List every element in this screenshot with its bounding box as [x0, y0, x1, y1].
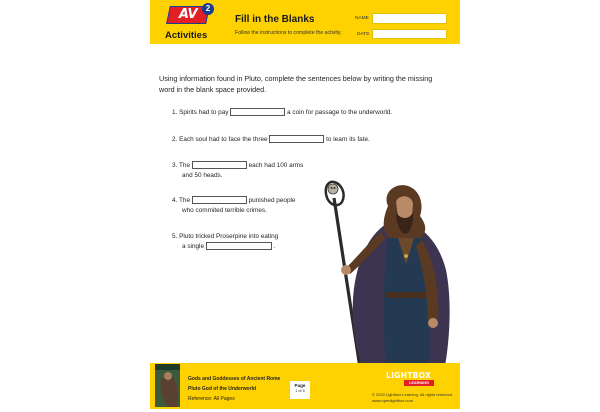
- book-title: Pluto God of the Underworld: [188, 386, 257, 392]
- question-4-line2: who commited terrible crimes.: [182, 207, 267, 214]
- question-3-before: 3. The: [172, 162, 191, 169]
- question-2-after: to learn its fate.: [326, 136, 370, 143]
- question-1-after: a coin for passage to the underworld.: [287, 109, 393, 116]
- question-5-line2-before: a single: [182, 243, 205, 250]
- question-1-before: 1. Spirits had to pay: [172, 109, 229, 116]
- question-3-blank[interactable]: [192, 161, 247, 169]
- page-label: Page: [294, 383, 306, 388]
- question-2-before: 2. Each soul had to face the three: [172, 136, 268, 143]
- page-subtitle: Follow the instructions to complete the activity.: [235, 30, 342, 36]
- series-title: Gods and Goddesses of Ancient Rome: [188, 376, 281, 382]
- question-4-after: punished people: [248, 197, 296, 204]
- reference-text: Reference: All Pages: [188, 396, 235, 402]
- question-4: [172, 196, 296, 207]
- question-5-line2-after: .: [273, 243, 276, 250]
- page-number: 1 of 5: [295, 389, 305, 393]
- question-1: [172, 108, 392, 119]
- book-cover-thumbnail: [155, 364, 180, 407]
- question-4-blank[interactable]: [192, 196, 247, 204]
- website-link[interactable]: www.openlightbox.com: [372, 398, 413, 403]
- page-indicator: [290, 381, 310, 399]
- question-1-blank[interactable]: [230, 108, 285, 116]
- lightbox-logo: [386, 371, 446, 389]
- question-3-line2: and 50 heads.: [182, 172, 223, 179]
- staff-skull: [328, 184, 338, 194]
- page-footer: [150, 363, 460, 409]
- copyright-text: © 2022 Lightbox Learning. All rights reserved.: [372, 392, 453, 397]
- page-title: Fill in the Blanks: [235, 14, 315, 25]
- question-5-blank[interactable]: [206, 242, 272, 250]
- date-field[interactable]: [372, 29, 447, 39]
- question-2: [172, 135, 370, 146]
- lightbox-logo-name: LIGHTBOX: [386, 371, 432, 380]
- av2-logo-text: AV: [178, 7, 198, 22]
- instructions-text: Using information found in Pluto, complete the sentences below by writing the missing word in the blank space provided.: [159, 74, 433, 94]
- av2-logo-superscript: 2: [202, 3, 214, 15]
- question-5-before: 5. Pluto tricked Proserpine into eating: [172, 233, 279, 240]
- date-label: DATE: [357, 32, 370, 37]
- section-label: Activities: [165, 30, 208, 41]
- question-5-line2: [182, 242, 275, 252]
- name-label: NAME: [355, 16, 369, 21]
- name-field[interactable]: [372, 13, 447, 24]
- question-4-before: 4. The: [172, 197, 191, 204]
- pluto-illustration: [316, 180, 456, 372]
- activity-header: [150, 0, 460, 44]
- question-3-after: each had 100 arms: [248, 162, 304, 169]
- question-3: [172, 161, 303, 172]
- lightbox-logo-sub: LEARNING: [404, 380, 434, 386]
- question-2-blank[interactable]: [269, 135, 324, 143]
- hand: [341, 265, 351, 275]
- question-5: [172, 232, 278, 243]
- belt: [386, 292, 428, 298]
